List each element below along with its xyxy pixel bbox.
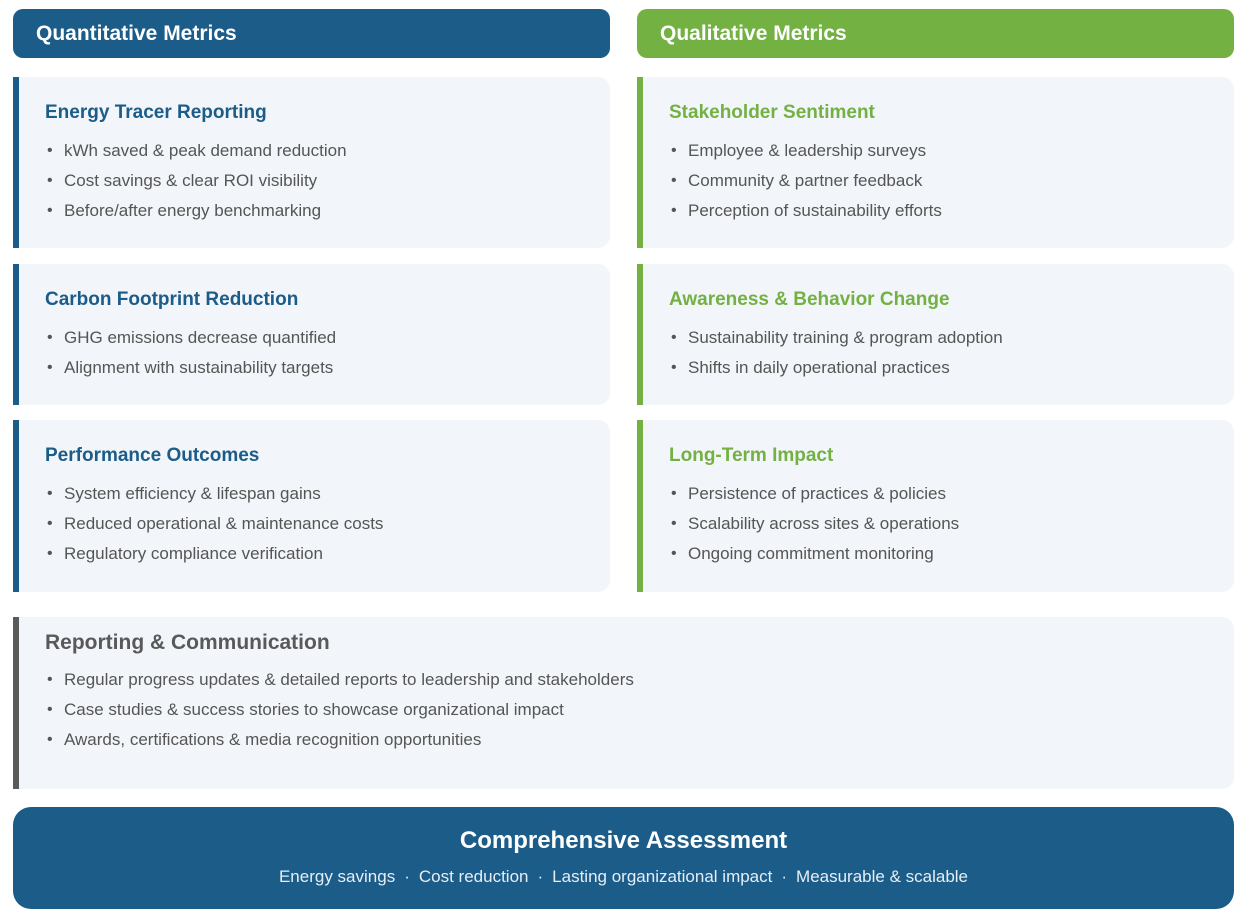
bullet-list <box>45 665 1234 755</box>
card-title: Reporting & Communication <box>45 631 330 654</box>
list-item: • Persistence of practices & policies <box>669 479 1234 509</box>
list-item: • Community & partner feedback <box>669 166 1234 196</box>
long-term-impact-card <box>637 420 1234 592</box>
list-item: • Sustainability training & program adoption <box>669 323 1234 353</box>
bullet-list <box>45 479 610 569</box>
card-title: Long-Term Impact <box>669 445 834 466</box>
list-item: • Cost savings & clear ROI visibility <box>45 166 610 196</box>
card-title: Performance Outcomes <box>45 445 260 466</box>
bullet-list <box>45 136 610 226</box>
footer-title: Comprehensive Assessment <box>459 827 788 854</box>
list-item: • Case studies & success stories to showcase organizational impact <box>45 695 1234 725</box>
footer-point: Measurable & scalable <box>796 867 969 886</box>
qualitative-metrics-header: Qualitative Metrics <box>637 9 1234 58</box>
energy-tracer-card <box>13 77 610 248</box>
list-item: • kWh saved & peak demand reduction <box>45 136 610 166</box>
list-item: • Employee & leadership surveys <box>669 136 1234 166</box>
performance-outcomes-card <box>13 420 610 592</box>
separator-dot: · <box>781 867 788 886</box>
footer-summary <box>13 867 1234 887</box>
quantitative-metrics-header: Quantitative Metrics <box>13 9 610 58</box>
list-item: • Regulatory compliance verification <box>45 539 610 569</box>
list-item: • Before/after energy benchmarking <box>45 196 610 226</box>
list-item: • Perception of sustainability efforts <box>669 196 1234 226</box>
card-title: Energy Tracer Reporting <box>45 102 267 123</box>
separator-dot: · <box>537 867 544 886</box>
comprehensive-assessment-banner <box>13 807 1234 909</box>
bullet-list <box>669 323 1234 383</box>
separator-dot: · <box>404 867 410 886</box>
footer-point: Energy savings <box>278 867 396 886</box>
list-item: • Regular progress updates & detailed reports to leadership and stakeholders <box>45 665 1234 695</box>
card-title: Stakeholder Sentiment <box>669 102 875 123</box>
card-title: Carbon Footprint Reduction <box>45 289 299 310</box>
list-item: • GHG emissions decrease quantified <box>45 323 610 353</box>
list-item: • Shifts in daily operational practices <box>669 353 1234 383</box>
list-item: • System efficiency & lifespan gains <box>45 479 610 509</box>
reporting-communication-card <box>13 617 1234 789</box>
awareness-behavior-card <box>637 264 1234 405</box>
list-item: • Awards, certifications & media recognition opportunities <box>45 725 1234 755</box>
footer-point: Lasting organizational impact <box>552 867 773 886</box>
stakeholder-sentiment-card <box>637 77 1234 248</box>
carbon-footprint-card <box>13 264 610 405</box>
list-item: • Ongoing commitment monitoring <box>669 539 1234 569</box>
bullet-list <box>669 136 1234 226</box>
list-item: • Reduced operational & maintenance costs <box>45 509 610 539</box>
bullet-list <box>45 323 610 383</box>
footer-point: Cost reduction <box>418 867 529 886</box>
card-title: Awareness & Behavior Change <box>669 289 950 310</box>
list-item: • Scalability across sites & operations <box>669 509 1234 539</box>
list-item: • Alignment with sustainability targets <box>45 353 610 383</box>
bullet-list <box>669 479 1234 569</box>
